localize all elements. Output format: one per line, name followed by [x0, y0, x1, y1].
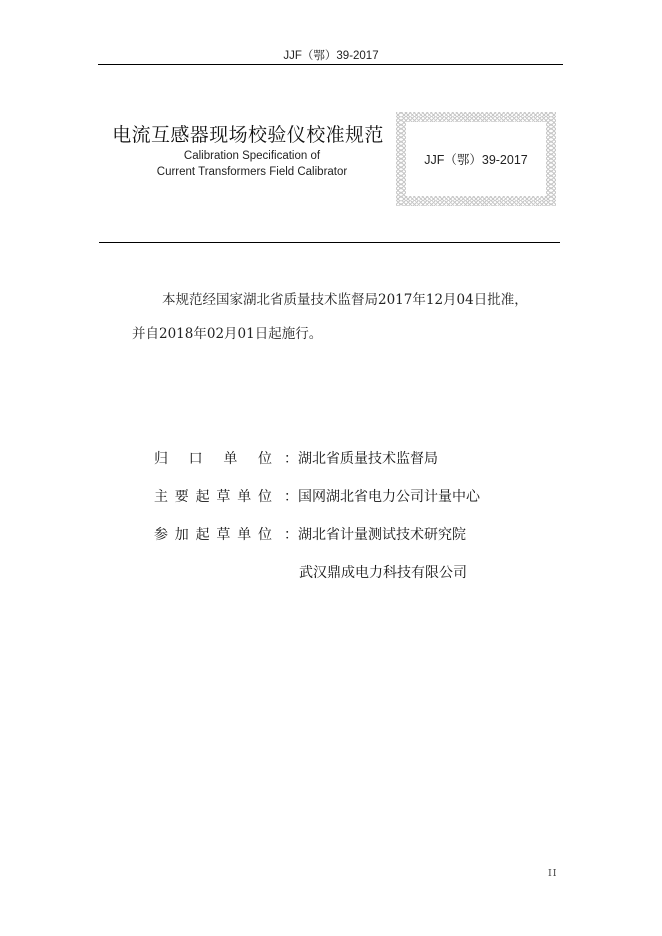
- page-number: II: [548, 868, 558, 879]
- label-guikou-unit: 归 口 单 位: [154, 451, 272, 467]
- label-main-drafting-unit: 主 要 起 草 单 位: [154, 489, 272, 505]
- spec-title-english-line1: Calibration Specification of: [183, 150, 321, 162]
- value-guikou-unit: ：湖北省质量技术监督局: [284, 451, 438, 467]
- spec-title-chinese: 电流互感器现场校验仪校准规范: [112, 124, 384, 146]
- value-main-drafting-unit: ：国网湖北省电力公司计量中心: [284, 489, 480, 505]
- stamp-spec-code: JJF（鄂）39-2017: [406, 122, 546, 196]
- spec-code-stamp-box: [396, 112, 556, 206]
- approval-statement-line1: 本规范经国家湖北省质量技术监督局2017年12月04日批准，: [162, 292, 528, 308]
- value-participating-unit-2: 武汉鼎成电力科技有限公司: [299, 565, 467, 581]
- approval-statement-line2: 并自2018年02月01日起施行。: [132, 326, 323, 342]
- value-participating-unit-1: ：湖北省计量测试技术研究院: [284, 527, 466, 543]
- title-section-rule: [99, 242, 560, 243]
- label-participating-drafting-unit: 参 加 起 草 单 位: [154, 527, 272, 543]
- header-rule: [98, 64, 563, 65]
- spec-title-english-line2: Current Transformers Field Calibrator: [156, 166, 348, 178]
- header-spec-code: JJF（鄂）39-2017: [283, 50, 379, 62]
